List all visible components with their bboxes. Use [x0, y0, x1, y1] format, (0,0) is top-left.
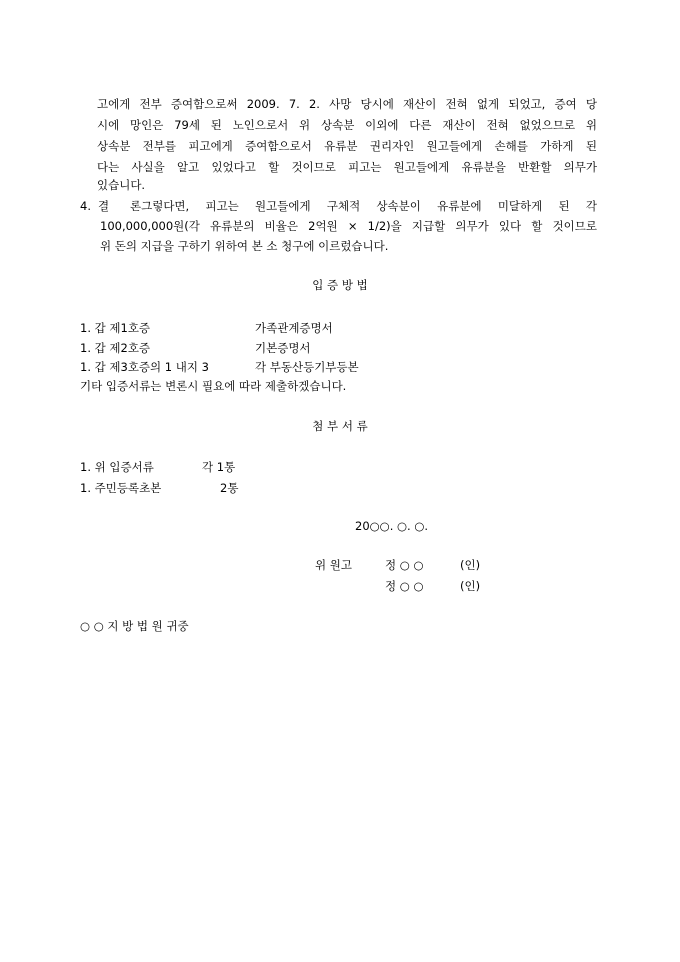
evidence-item-desc: 각 부동산등기부등본	[255, 360, 359, 374]
evidence-heading: 입 증 방 법	[312, 278, 368, 292]
evidence-item-label: 1. 갑 제2호증	[80, 341, 151, 355]
plaintiff-name-2: 정 ○ ○	[385, 579, 424, 593]
conclusion-line-1: 론그렇다면, 피고는 원고들에게 구체적 상속분이 유류분에 미달하게 된 각	[130, 199, 597, 213]
attachment-item-count: 각 1통	[202, 460, 236, 474]
conclusion-heading: 결	[98, 199, 110, 213]
conclusion-number: 4.	[80, 199, 91, 213]
attachments-heading: 첨 부 서 류	[312, 419, 368, 433]
plaintiff-name-1: 정 ○ ○	[385, 558, 424, 572]
paragraph-line-5: 있습니다.	[97, 178, 146, 192]
conclusion-line-2: 100,000,000원(각 유류분의 비율은 2억원 × 1/2)을 지급할 의무가 있다 할 것이므로	[100, 219, 597, 233]
attachment-item-label: 1. 위 입증서류	[80, 460, 154, 474]
plaintiff-label: 위 원고	[315, 558, 352, 572]
evidence-item-desc: 기본증명서	[255, 341, 311, 355]
evidence-item-label: 1. 갑 제1호증	[80, 321, 151, 335]
evidence-item-label: 1. 갑 제3호증의 1 내지 3	[80, 360, 209, 374]
paragraph-line-1: 고에게 전부 증여함으로써 2009. 7. 2. 사망 당시에 재산이 전혀 없게 되었고, 증여 당	[97, 97, 597, 111]
paragraph-line-3: 상속분 전부를 피고에게 증여함으로서 유류분 권리자인 원고들에게 손해를 가하게 된	[97, 139, 597, 153]
evidence-note: 기타 입증서류는 변론시 필요에 따라 제출하겠습니다.	[80, 379, 347, 393]
evidence-item-desc: 가족관계증명서	[255, 321, 333, 335]
document-date: 20○○. ○. ○.	[355, 519, 429, 533]
attachment-item-label: 1. 주민등록초본	[80, 481, 162, 495]
seal-mark-1: (인)	[460, 558, 481, 572]
conclusion-line-3: 위 돈의 지급을 구하기 위하여 본 소 청구에 이르렀습니다.	[100, 239, 389, 253]
seal-mark-2: (인)	[460, 579, 481, 593]
court-addressee: ○ ○ 지 방 법 원 귀중	[80, 619, 189, 633]
paragraph-line-2: 시에 망인은 79세 된 노인으로서 위 상속분 이외에 다른 재산이 전혀 없었으므로 위	[97, 118, 597, 132]
attachment-item-count: 2통	[220, 481, 239, 495]
paragraph-line-4: 다는 사실을 알고 있었다고 할 것이므로 피고는 원고들에게 유류분을 반환할 의무가	[97, 160, 597, 174]
